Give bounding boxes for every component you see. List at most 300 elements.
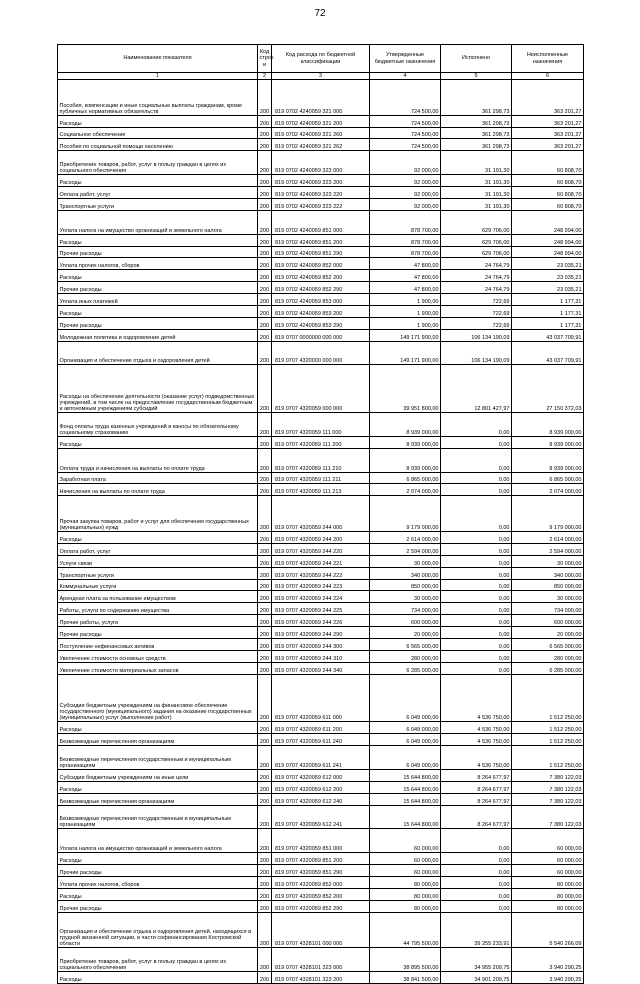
table-row (58, 555, 584, 567)
approved-amount-cell: 8 939 000,00 (370, 436, 441, 448)
executed-amount-cell: 0,00 (441, 496, 512, 532)
budget-code-cell: 819 0707 4328101 323 200 (272, 972, 370, 984)
approved-amount-cell: 9 179 000,00 (370, 496, 441, 532)
budget-code-cell: 819 0702 4240059 323 000 (272, 151, 370, 175)
executed-amount-cell: 24 764,79 (441, 270, 512, 282)
table-row (58, 650, 584, 662)
budget-code-cell: 819 0702 4240059 853 290 (272, 317, 370, 329)
approved-amount-cell: 149 171 900,00 (370, 341, 441, 365)
line-code-cell: 200 (258, 282, 272, 294)
budget-code-cell: 819 0707 4320059 244 340 (272, 662, 370, 674)
executed-amount-cell: 4 536 750,00 (441, 734, 512, 746)
executed-amount-cell: 31 191,30 (441, 198, 512, 210)
budget-code-cell: 819 0707 4320059 244 226 (272, 615, 370, 627)
budget-code-cell: 819 0702 4240059 321 262 (272, 139, 370, 151)
indicator-name-cell: Уплата налога на имущество организаций и земельного налога (58, 829, 258, 853)
executed-amount-cell: 0,00 (441, 900, 512, 912)
line-code-cell: 200 (258, 341, 272, 365)
executed-amount-cell: 0,00 (441, 413, 512, 437)
line-code-cell: 200 (258, 781, 272, 793)
executed-amount-cell: 361 298,73 (441, 115, 512, 127)
table-row (58, 591, 584, 603)
approved-amount-cell: 30 000,00 (370, 591, 441, 603)
line-code-cell: 200 (258, 317, 272, 329)
executed-amount-cell: 0,00 (441, 662, 512, 674)
column-index: 4 (370, 73, 441, 80)
budget-code-cell: 819 0707 4320059 851 000 (272, 829, 370, 853)
remaining-amount-cell: 20 000,00 (512, 627, 584, 639)
remaining-amount-cell: 23 035,21 (512, 282, 584, 294)
executed-amount-cell: 24 764,79 (441, 258, 512, 270)
remaining-amount-cell: 7 380 122,03 (512, 769, 584, 781)
remaining-amount-cell: 1 177,31 (512, 317, 584, 329)
table-row (58, 769, 584, 781)
line-code-cell: 200 (258, 543, 272, 555)
table-row (58, 888, 584, 900)
header-remaining: Неисполненные назначения (512, 45, 584, 73)
executed-amount-cell: 31 191,30 (441, 175, 512, 187)
line-code-cell: 200 (258, 579, 272, 591)
budget-code-cell: 819 0707 4320059 111 210 (272, 448, 370, 472)
remaining-amount-cell: 1 512 250,00 (512, 734, 584, 746)
table-row (58, 365, 584, 413)
indicator-name-cell: Оплата труда и начисления на выплаты по оплате труда (58, 448, 258, 472)
table-row (58, 234, 584, 246)
table-row (58, 139, 584, 151)
table-row (58, 282, 584, 294)
line-code-cell: 200 (258, 722, 272, 734)
approved-amount-cell: 6 049 000,00 (370, 674, 441, 722)
remaining-amount-cell: 80 000,00 (512, 888, 584, 900)
executed-amount-cell: 4 536 750,00 (441, 746, 512, 770)
line-code-cell: 200 (258, 948, 272, 972)
remaining-amount-cell: 280 000,00 (512, 650, 584, 662)
indicator-name-cell: Заработная плата (58, 472, 258, 484)
line-code-cell: 200 (258, 567, 272, 579)
indicator-name-cell: Прочие расходы (58, 317, 258, 329)
budget-execution-table (57, 44, 584, 984)
column-index: 6 (512, 73, 584, 80)
line-code-cell: 200 (258, 662, 272, 674)
remaining-amount-cell: 8 939 000,00 (512, 413, 584, 437)
indicator-name-cell: Молодежная политика и оздоровление детей (58, 329, 258, 341)
table-row (58, 436, 584, 448)
executed-amount-cell: 0,00 (441, 876, 512, 888)
table-row (58, 531, 584, 543)
line-code-cell: 200 (258, 436, 272, 448)
approved-amount-cell: 724 500,00 (370, 115, 441, 127)
line-code-cell: 200 (258, 639, 272, 651)
line-code-cell: 200 (258, 888, 272, 900)
line-code-cell: 200 (258, 151, 272, 175)
executed-amount-cell: 629 706,00 (441, 246, 512, 258)
approved-amount-cell: 15 644 800,00 (370, 793, 441, 805)
budget-code-cell: 819 0707 4320059 111 211 (272, 472, 370, 484)
indicator-name-cell: Пособия по социальной помощи населению (58, 139, 258, 151)
approved-amount-cell: 878 700,00 (370, 234, 441, 246)
remaining-amount-cell: 23 035,21 (512, 270, 584, 282)
budget-code-cell: 819 0707 4320059 244 310 (272, 650, 370, 662)
table-row (58, 781, 584, 793)
executed-amount-cell: 0,00 (441, 627, 512, 639)
approved-amount-cell: 2 614 000,00 (370, 531, 441, 543)
approved-amount-cell: 724 500,00 (370, 127, 441, 139)
remaining-amount-cell: 3 940 290,25 (512, 972, 584, 984)
line-code-cell: 200 (258, 139, 272, 151)
indicator-name-cell: Расходы (58, 888, 258, 900)
indicator-name-cell: Работы, услуги по содержанию имущества (58, 603, 258, 615)
line-code-cell: 200 (258, 876, 272, 888)
table-row (58, 305, 584, 317)
header-budget-code: Код расхода по бюджетной классификации (272, 45, 370, 73)
table-row (58, 341, 584, 365)
line-code-cell: 200 (258, 80, 272, 116)
budget-code-cell: 819 0707 4320059 612 240 (272, 793, 370, 805)
approved-amount-cell: 47 800,00 (370, 258, 441, 270)
indicator-name-cell: Оплата работ, услуг (58, 543, 258, 555)
remaining-amount-cell: 1 177,31 (512, 305, 584, 317)
table-row (58, 413, 584, 437)
line-code-cell: 200 (258, 294, 272, 306)
indicator-name-cell: Безвозмездные перечисления государственным и муниципальным организациям (58, 805, 258, 829)
remaining-amount-cell: 9 179 000,00 (512, 496, 584, 532)
executed-amount-cell: 34 901 209,75 (441, 972, 512, 984)
executed-amount-cell: 0,00 (441, 853, 512, 865)
indicator-name-cell: Субсидии бюджетным учреждениям на иные цели (58, 769, 258, 781)
indicator-name-cell: Расходы (58, 175, 258, 187)
table-row (58, 270, 584, 282)
table-row (58, 258, 584, 270)
budget-code-cell: 819 0702 4240059 851 000 (272, 210, 370, 234)
table-row (58, 151, 584, 175)
executed-amount-cell: 0,00 (441, 555, 512, 567)
line-code-cell: 200 (258, 246, 272, 258)
approved-amount-cell: 149 171 900,00 (370, 329, 441, 341)
remaining-amount-cell: 43 037 709,91 (512, 329, 584, 341)
budget-code-cell: 819 0707 4320059 852 290 (272, 900, 370, 912)
approved-amount-cell: 38 841 500,00 (370, 972, 441, 984)
budget-code-cell: 819 0707 4320059 851 200 (272, 853, 370, 865)
remaining-amount-cell: 6 285 000,00 (512, 662, 584, 674)
indicator-name-cell: Услуги связи (58, 555, 258, 567)
indicator-name-cell: Прочая закупка товаров, работ и услуг для обеспечения государственных (муниципальных) нужд (58, 496, 258, 532)
executed-amount-cell: 0,00 (441, 603, 512, 615)
remaining-amount-cell: 6 565 000,00 (512, 639, 584, 651)
approved-amount-cell: 30 000,00 (370, 555, 441, 567)
budget-code-cell: 819 0702 4240059 323 222 (272, 198, 370, 210)
remaining-amount-cell: 1 512 250,00 (512, 722, 584, 734)
table-row (58, 639, 584, 651)
executed-amount-cell: 0,00 (441, 579, 512, 591)
executed-amount-cell: 4 536 750,00 (441, 722, 512, 734)
line-code-cell: 200 (258, 115, 272, 127)
line-code-cell: 200 (258, 270, 272, 282)
approved-amount-cell: 15 644 800,00 (370, 769, 441, 781)
line-code-cell: 200 (258, 472, 272, 484)
indicator-name-cell: Расходы (58, 436, 258, 448)
budget-code-cell: 819 0702 4240059 852 000 (272, 258, 370, 270)
budget-code-cell: 819 0707 4320059 111 213 (272, 484, 370, 496)
budget-code-cell: 819 0707 4320059 244 220 (272, 543, 370, 555)
line-code-cell: 200 (258, 591, 272, 603)
approved-amount-cell: 6 049 000,00 (370, 746, 441, 770)
executed-amount-cell: 8 264 677,97 (441, 769, 512, 781)
remaining-amount-cell: 1 512 250,00 (512, 674, 584, 722)
executed-amount-cell: 0,00 (441, 531, 512, 543)
line-code-cell: 200 (258, 175, 272, 187)
indicator-name-cell: Транспортные услуги (58, 567, 258, 579)
indicator-name-cell: Безвозмездные перечисления организациям (58, 793, 258, 805)
line-code-cell: 200 (258, 900, 272, 912)
approved-amount-cell: 850 000,00 (370, 579, 441, 591)
indicator-name-cell: Прочие расходы (58, 627, 258, 639)
indicator-name-cell: Расходы (58, 270, 258, 282)
indicator-name-cell: Прочие расходы (58, 865, 258, 877)
approved-amount-cell: 60 000,00 (370, 865, 441, 877)
budget-code-cell: 819 0707 4320059 611 240 (272, 734, 370, 746)
executed-amount-cell: 0,00 (441, 639, 512, 651)
budget-code-cell: 819 0702 4240059 853 000 (272, 294, 370, 306)
approved-amount-cell: 20 000,00 (370, 627, 441, 639)
remaining-amount-cell: 600 000,00 (512, 615, 584, 627)
line-code-cell: 200 (258, 496, 272, 532)
approved-amount-cell: 92 000,00 (370, 187, 441, 199)
executed-amount-cell: 106 134 190,09 (441, 341, 512, 365)
table-row (58, 579, 584, 591)
approved-amount-cell: 1 900,00 (370, 294, 441, 306)
line-code-cell: 200 (258, 187, 272, 199)
table-row (58, 876, 584, 888)
line-code-cell: 200 (258, 865, 272, 877)
budget-code-cell: 819 0702 4240059 851 200 (272, 234, 370, 246)
budget-code-cell: 819 0707 4320059 611 241 (272, 746, 370, 770)
budget-code-cell: 819 0702 4240059 852 200 (272, 270, 370, 282)
table-row (58, 805, 584, 829)
line-code-cell: 200 (258, 555, 272, 567)
remaining-amount-cell: 363 201,27 (512, 80, 584, 116)
budget-code-cell: 819 0707 4320059 611 200 (272, 722, 370, 734)
remaining-amount-cell: 2 074 000,00 (512, 484, 584, 496)
indicator-name-cell: Субсидии бюджетным учреждениям на финансовое обеспечение государственного (муниципального) задания на оказание государственных (муниципальных) услуг (выполнение работ) (58, 674, 258, 722)
approved-amount-cell: 340 000,00 (370, 567, 441, 579)
approved-amount-cell: 60 000,00 (370, 829, 441, 853)
table-body (58, 80, 584, 984)
header-line-code: Код строк и (258, 45, 272, 73)
table-row (58, 246, 584, 258)
table-row (58, 853, 584, 865)
table-row (58, 317, 584, 329)
remaining-amount-cell: 30 000,00 (512, 555, 584, 567)
budget-code-cell: 819 0707 4320059 244 290 (272, 627, 370, 639)
remaining-amount-cell: 60 000,00 (512, 865, 584, 877)
column-index: 2 (258, 73, 272, 80)
remaining-amount-cell: 60 808,70 (512, 151, 584, 175)
table-row (58, 329, 584, 341)
executed-amount-cell: 0,00 (441, 543, 512, 555)
remaining-amount-cell: 60 808,70 (512, 198, 584, 210)
line-code-cell: 200 (258, 603, 272, 615)
approved-amount-cell: 8 939 000,00 (370, 448, 441, 472)
executed-amount-cell: 8 264 677,97 (441, 793, 512, 805)
remaining-amount-cell: 43 037 709,91 (512, 341, 584, 365)
approved-amount-cell: 44 795 500,00 (370, 912, 441, 948)
indicator-name-cell: Расходы (58, 305, 258, 317)
remaining-amount-cell: 850 000,00 (512, 579, 584, 591)
approved-amount-cell: 1 900,00 (370, 317, 441, 329)
line-code-cell: 200 (258, 853, 272, 865)
indicator-name-cell: Безвозмездные перечисления организациям (58, 734, 258, 746)
approved-amount-cell: 878 700,00 (370, 210, 441, 234)
line-code-cell: 200 (258, 210, 272, 234)
indicator-name-cell: Пособия, компенсации и иные социальные выплаты гражданам, кроме публичных нормативных обязательств (58, 80, 258, 116)
remaining-amount-cell: 1 177,31 (512, 294, 584, 306)
table-header-row (58, 45, 584, 73)
approved-amount-cell: 6 865 000,00 (370, 472, 441, 484)
budget-code-cell: 819 0707 4320059 244 225 (272, 603, 370, 615)
indicator-name-cell: Расходы (58, 853, 258, 865)
indicator-name-cell: Уплата налога на имущество организаций и земельного налога (58, 210, 258, 234)
indicator-name-cell: Социальное обеспечение (58, 127, 258, 139)
table-row (58, 900, 584, 912)
approved-amount-cell: 60 000,00 (370, 853, 441, 865)
budget-code-cell: 819 0707 4320059 000 000 (272, 365, 370, 413)
indicator-name-cell: Расходы (58, 722, 258, 734)
table-row (58, 722, 584, 734)
remaining-amount-cell: 248 994,00 (512, 246, 584, 258)
approved-amount-cell: 15 644 800,00 (370, 805, 441, 829)
remaining-amount-cell: 8 939 000,00 (512, 448, 584, 472)
line-code-cell: 200 (258, 127, 272, 139)
line-code-cell: 200 (258, 674, 272, 722)
executed-amount-cell: 34 955 209,75 (441, 948, 512, 972)
approved-amount-cell: 1 900,00 (370, 305, 441, 317)
approved-amount-cell: 47 800,00 (370, 282, 441, 294)
indicator-name-cell: Арендная плата за пользование имуществом (58, 591, 258, 603)
executed-amount-cell: 629 706,00 (441, 234, 512, 246)
remaining-amount-cell: 60 000,00 (512, 853, 584, 865)
indicator-name-cell: Фонд оплаты труда казенных учреждений и взносы по обязательному социальному страхованию (58, 413, 258, 437)
approved-amount-cell: 878 700,00 (370, 246, 441, 258)
line-code-cell: 200 (258, 258, 272, 270)
table-row (58, 496, 584, 532)
budget-code-cell: 819 0707 4320059 611 000 (272, 674, 370, 722)
line-code-cell: 200 (258, 198, 272, 210)
budget-code-cell: 819 0707 4320059 852 000 (272, 876, 370, 888)
executed-amount-cell: 0,00 (441, 650, 512, 662)
table-row (58, 746, 584, 770)
line-code-cell: 200 (258, 448, 272, 472)
indicator-name-cell: Уплата иных платежей (58, 294, 258, 306)
executed-amount-cell: 0,00 (441, 865, 512, 877)
remaining-amount-cell: 248 994,00 (512, 210, 584, 234)
approved-amount-cell: 2 594 000,00 (370, 543, 441, 555)
remaining-amount-cell: 23 035,21 (512, 258, 584, 270)
indicator-name-cell: Увеличение стоимости материальных запасов (58, 662, 258, 674)
indicator-name-cell: Уплата прочих налогов, сборов (58, 258, 258, 270)
approved-amount-cell: 80 000,00 (370, 876, 441, 888)
executed-amount-cell: 0,00 (441, 888, 512, 900)
remaining-amount-cell: 7 380 122,03 (512, 781, 584, 793)
indicator-name-cell: Прочие работы, услуги (58, 615, 258, 627)
executed-amount-cell: 12 801 427,97 (441, 365, 512, 413)
indicator-name-cell: Расходы (58, 781, 258, 793)
executed-amount-cell: 0,00 (441, 448, 512, 472)
column-index: 5 (441, 73, 512, 80)
table-row (58, 662, 584, 674)
line-code-cell: 200 (258, 793, 272, 805)
budget-code-cell: 819 0702 4240059 852 290 (272, 282, 370, 294)
table-row (58, 567, 584, 579)
approved-amount-cell: 15 644 800,00 (370, 781, 441, 793)
indicator-name-cell: Приобретение товаров, работ, услуг в пользу граждан в целях их социального обеспечения (58, 948, 258, 972)
executed-amount-cell: 0,00 (441, 829, 512, 853)
remaining-amount-cell: 7 380 122,03 (512, 805, 584, 829)
approved-amount-cell: 8 939 000,00 (370, 413, 441, 437)
remaining-amount-cell: 363 201,27 (512, 139, 584, 151)
budget-code-cell: 819 0707 4320059 111 200 (272, 436, 370, 448)
line-code-cell: 200 (258, 305, 272, 317)
approved-amount-cell: 38 895 500,00 (370, 948, 441, 972)
budget-code-cell: 819 0702 4240059 851 290 (272, 246, 370, 258)
remaining-amount-cell: 5 540 266,09 (512, 912, 584, 948)
remaining-amount-cell: 60 000,00 (512, 829, 584, 853)
remaining-amount-cell: 80 000,00 (512, 876, 584, 888)
budget-code-cell: 819 0707 4320059 244 300 (272, 639, 370, 651)
table-row (58, 210, 584, 234)
remaining-amount-cell: 60 808,70 (512, 175, 584, 187)
line-code-cell: 200 (258, 746, 272, 770)
executed-amount-cell: 722,69 (441, 294, 512, 306)
indicator-name-cell: Прочие расходы (58, 246, 258, 258)
budget-code-cell: 819 0702 4240059 321 200 (272, 115, 370, 127)
budget-code-cell: 819 0707 4320059 851 290 (272, 865, 370, 877)
remaining-amount-cell: 30 000,00 (512, 591, 584, 603)
remaining-amount-cell: 2 614 000,00 (512, 531, 584, 543)
indicator-name-cell: Транспортные услуги (58, 198, 258, 210)
approved-amount-cell: 6 565 000,00 (370, 639, 441, 651)
indicator-name-cell: Расходы на обеспечение деятельности (оказание услуг) подведомственных учреждений, в том числе на предоставление государственным бюджетным и автономным учреждениям субсидий (58, 365, 258, 413)
approved-amount-cell: 6 049 000,00 (370, 722, 441, 734)
table-row (58, 948, 584, 972)
page-number: 72 (314, 8, 326, 19)
indicator-name-cell: Безвозмездные перечисления государственным и муниципальным организациям (58, 746, 258, 770)
indicator-name-cell: Организация и обеспечение отдыха и оздоровления детей (58, 341, 258, 365)
approved-amount-cell: 600 000,00 (370, 615, 441, 627)
executed-amount-cell: 722,69 (441, 305, 512, 317)
indicator-name-cell: Расходы (58, 234, 258, 246)
budget-code-cell: 819 0707 4320059 852 200 (272, 888, 370, 900)
executed-amount-cell: 24 764,79 (441, 282, 512, 294)
table-row (58, 793, 584, 805)
table-row (58, 734, 584, 746)
executed-amount-cell: 31 191,30 (441, 151, 512, 175)
line-code-cell: 200 (258, 972, 272, 984)
budget-code-cell: 819 0707 4320000 000 000 (272, 341, 370, 365)
approved-amount-cell: 6 049 000,00 (370, 734, 441, 746)
executed-amount-cell: 39 255 233,91 (441, 912, 512, 948)
line-code-cell: 200 (258, 531, 272, 543)
table-row (58, 603, 584, 615)
table-row (58, 972, 584, 984)
approved-amount-cell: 80 000,00 (370, 888, 441, 900)
approved-amount-cell: 92 000,00 (370, 151, 441, 175)
line-code-cell: 200 (258, 365, 272, 413)
line-code-cell: 200 (258, 413, 272, 437)
approved-amount-cell: 280 000,00 (370, 650, 441, 662)
indicator-name-cell: Организация и обеспечение отдыха и оздоровления детей, находящихся в трудной жизненной ситуации, в части софинансирования Костромской области (58, 912, 258, 948)
remaining-amount-cell: 3 940 290,25 (512, 948, 584, 972)
header-executed: Исполнено (441, 45, 512, 73)
